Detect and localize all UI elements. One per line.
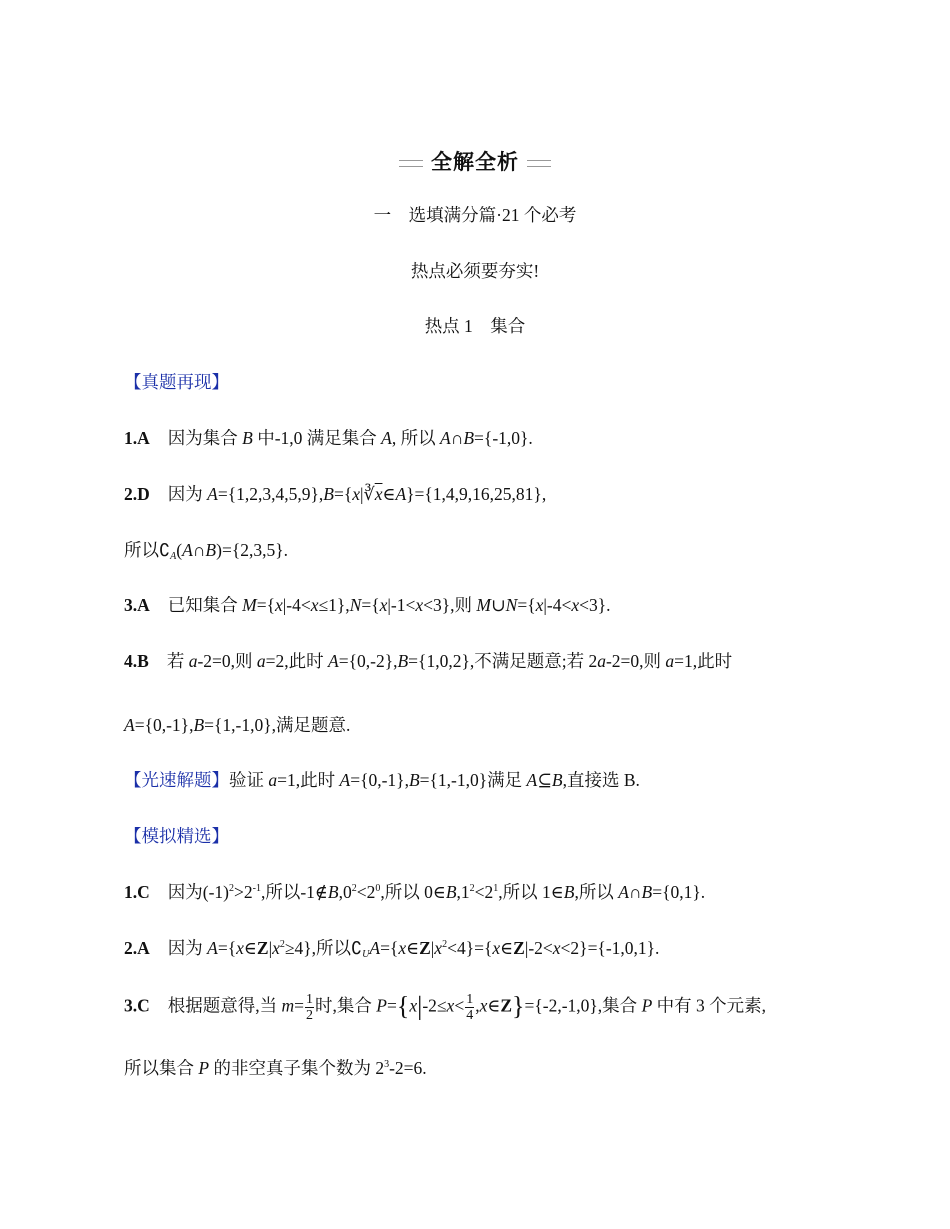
quick-solution-label: 【光速解题】 (124, 770, 229, 790)
page-title-row (0, 150, 950, 175)
answer-continuation: 所以$∁_A(A\cap B)=\{2,3,5\}$. (124, 540, 288, 562)
answer-item: 2.A 因为 $A=\{x\in Z|x^2\ge 4\}$,所以$∁_UA=\{x\in Z|x^2<4\}=\{x\in Z|-2<x<2\}=\{-1,0,1\}$. (124, 938, 660, 960)
answer-item: 1.C 因为$(-1)^2>2^{-1}$,所以$-1\notin B,0^2<2^0$,所以 $0\in B,1^2<2^1$,所以 1∈B,所以 A∩B={0,1}. (124, 882, 706, 902)
answer-number: 3.C (124, 995, 150, 1016)
real-questions-label: 【真题再现】 (124, 372, 229, 392)
answer-number: 1.C (124, 882, 150, 902)
fraction-one-quarter: $\frac{1}{4}$ (466, 992, 474, 1023)
answer-continuation: 所以集合 P 的非空真子集个数为 $2^3-2=6$. (124, 1058, 427, 1078)
answer-number: 3.A (124, 595, 150, 615)
title-decoration-left (399, 160, 423, 167)
quick-solution: 【光速解题】验证 a=1,此时 A={0,-1},B={1,-1,0}满足 A⊆B,直接选 B. (124, 770, 640, 790)
answer-number: 2.D (124, 484, 150, 504)
topic-title: 热点 1 集合 (424, 316, 526, 336)
answer-number: 1.A (124, 428, 150, 448)
mock-selection-label: 【模拟精选】 (124, 826, 229, 846)
section-title: 一 选填满分篇·21 个必考 (373, 205, 577, 225)
answer-item: 3.C 根据题意得,当 m= $\frac{1}{2}$ 时,集合 P={x|-2≤x< $\frac{1}{4}$ ,x∈Z}={-2,-1,0},集合 P 中有 3 个元素, (124, 991, 767, 1023)
answer-continuation: A={0,-1},B={1,-1,0},满足题意. (124, 715, 351, 735)
fraction-one-half: $\frac{1}{2}$ (306, 992, 314, 1023)
answer-item: 4.B 若 a-2=0,则 a=2,此时 A={0,-2},B={1,0,2},不满足题意;若 2a-2=0,则 a=1,此时 (124, 651, 733, 671)
title-decoration-right (527, 160, 551, 167)
answer-item: 1.A 因为集合 B 中-1,0 满足集合 A, 所以 A∩B={-1,0}. (124, 428, 533, 448)
section-subtitle: 热点必须要夯实! (410, 261, 540, 281)
answer-item: 3.A 已知集合 M={x|-4<x≤1},N={x|-1<x<3},则 M∪N={x|-4<x<3}. (124, 595, 611, 615)
answer-number: 4.B (124, 651, 149, 671)
page-title: 全解全析 (431, 150, 519, 174)
answer-number: 2.A (124, 938, 150, 958)
answer-item: 2.D 因为 $A=\{1,2,3,4,5,9\},B=\{x|∛\overline{x}\in A\}=\{1,4,9,16,25,81\}$, (124, 484, 547, 504)
